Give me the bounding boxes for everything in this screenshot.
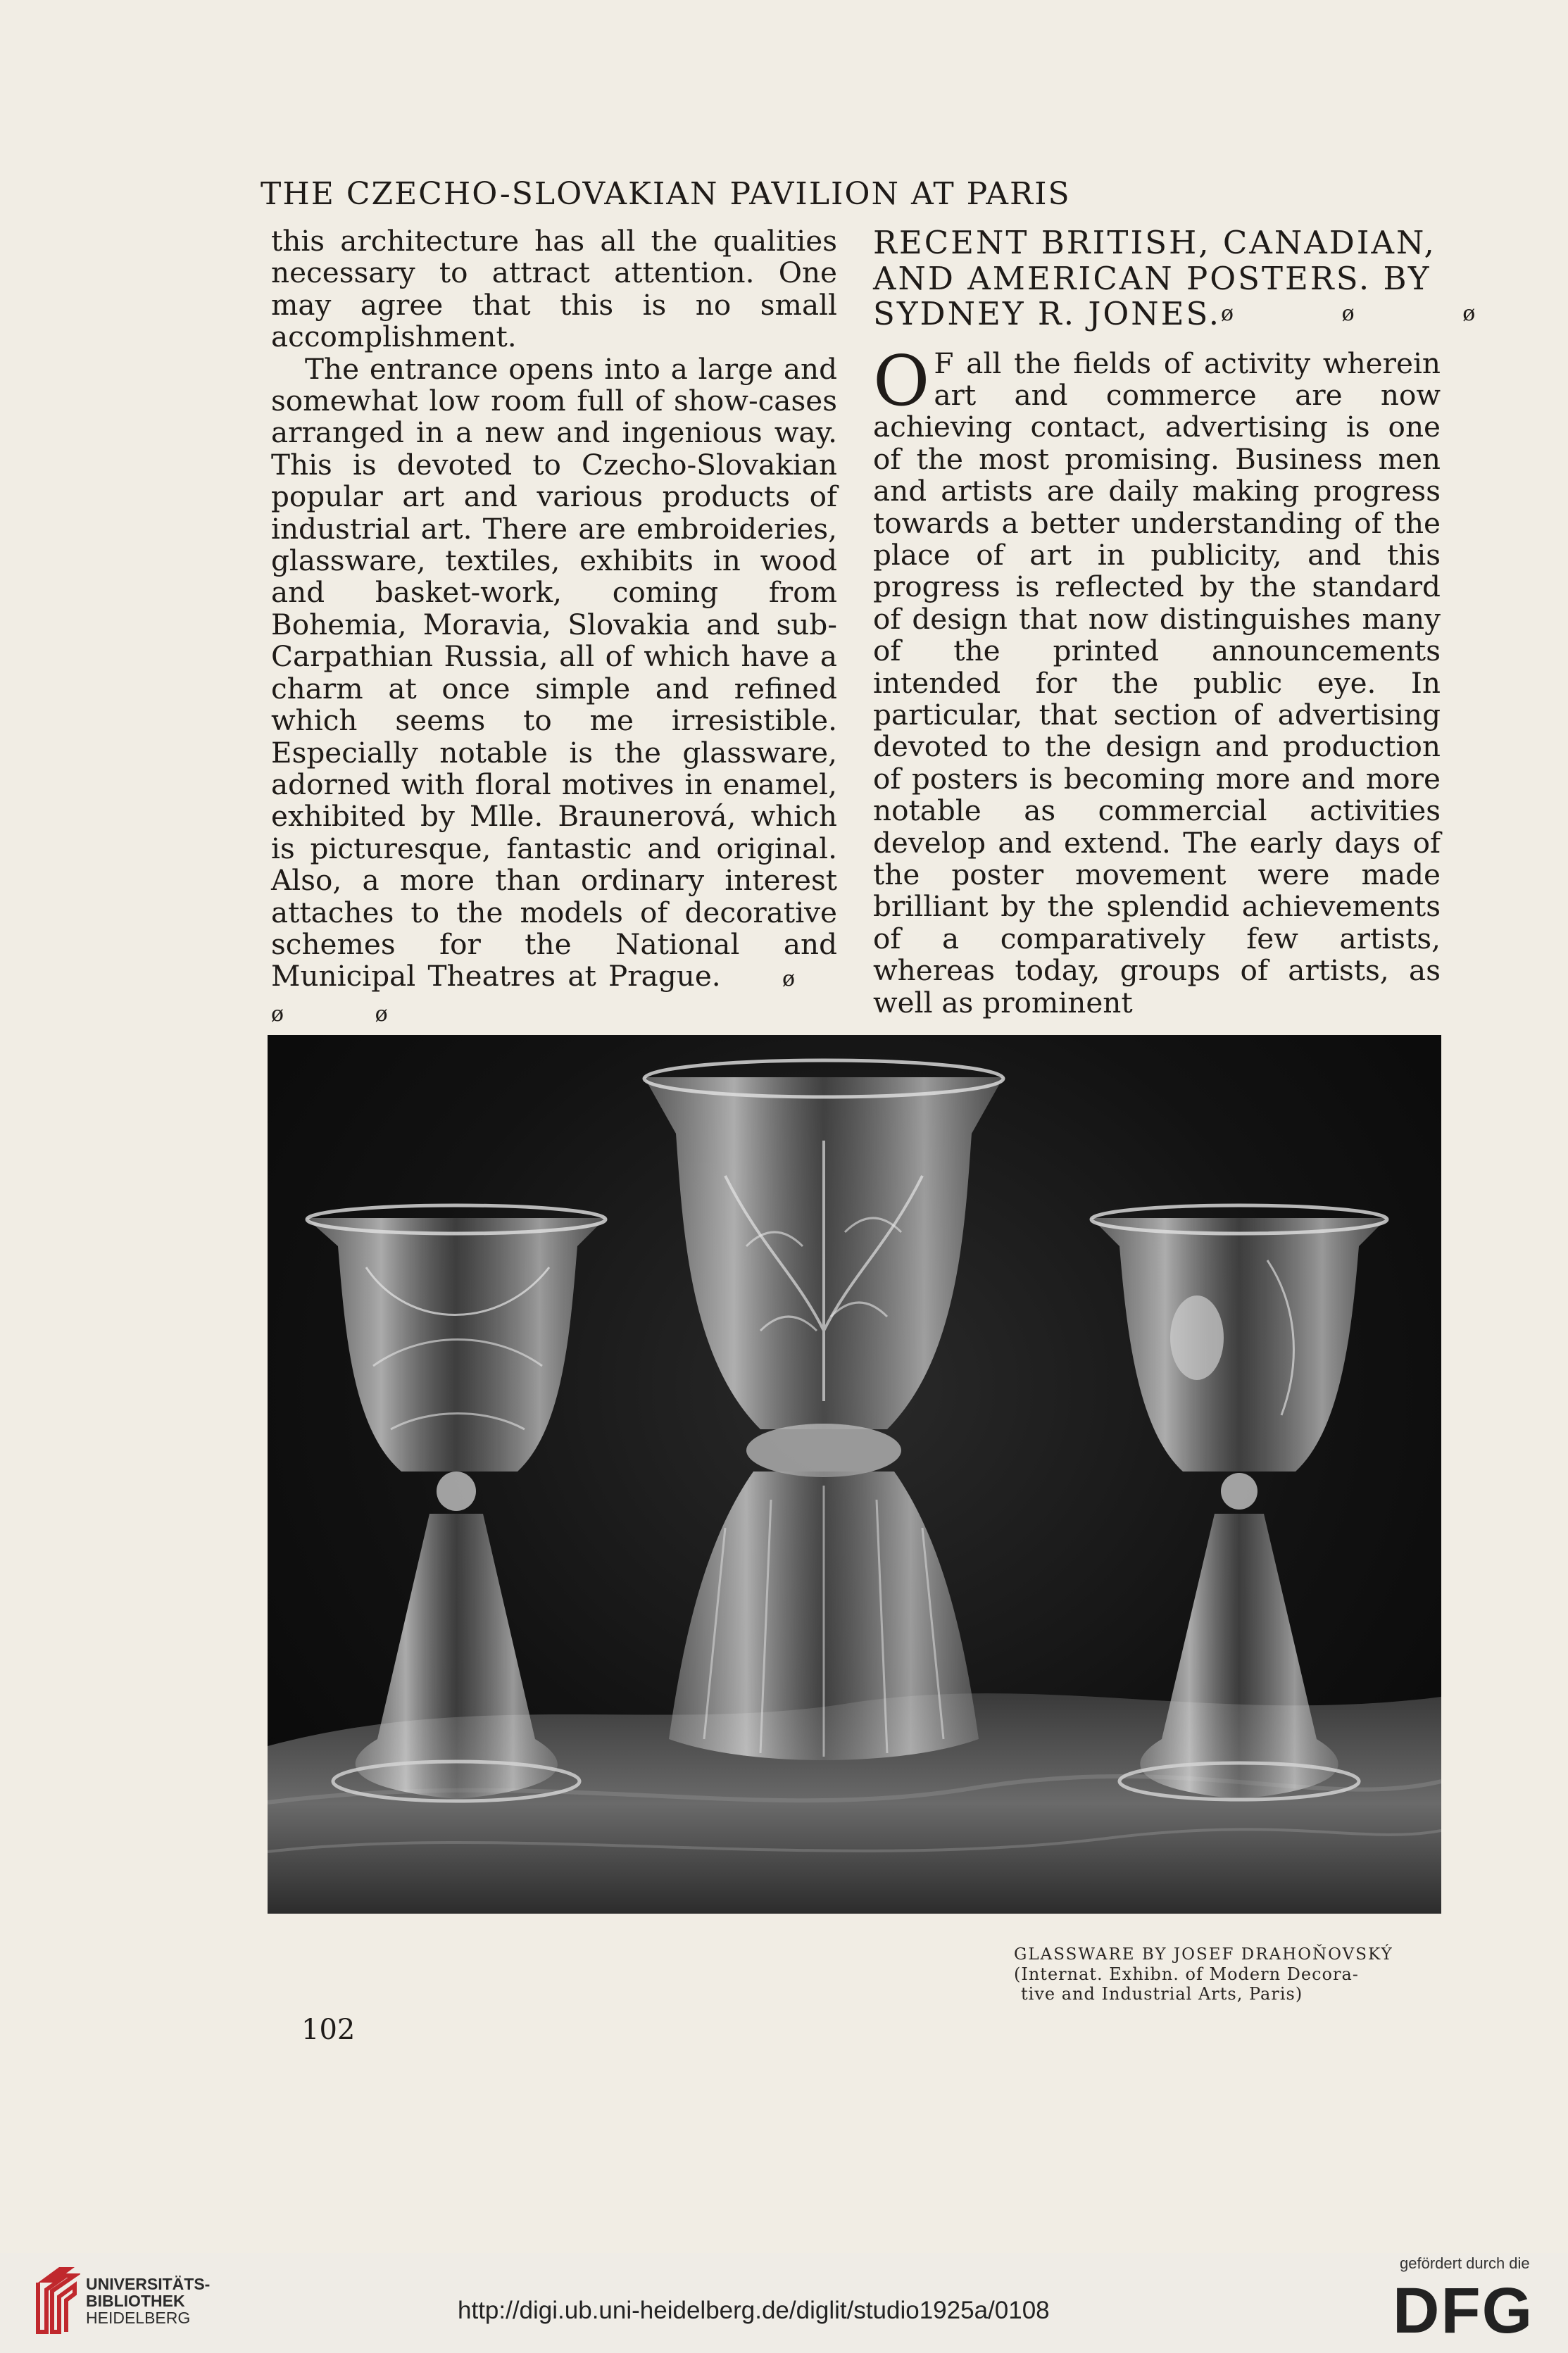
- library-line-1: UNIVERSITÄTS-: [86, 2275, 211, 2293]
- centre-vase: [644, 1060, 1003, 1760]
- university-library-name: [86, 2276, 210, 2326]
- article-author: SYDNEY R. JONES.: [873, 295, 1222, 332]
- article-title: [873, 224, 1526, 332]
- library-line-3: HEIDELBERG: [86, 2309, 191, 2327]
- article-title-line-1: RECENT BRITISH, CANADIAN,: [873, 224, 1436, 261]
- left-paragraph-2-text: The entrance opens into a large and somewhat low room full of show-cases arranged in a new and ingenious way. This is devoted to Czecho-Slovakian popular art and various products of industrial art. There are embroideries, glassware, textiles, exhibits in wood and basket-work, coming from Bohemia, Moravia, Slovakia and sub-Carpathian Russia, all of which have a charm at once simple and refined which seems to me irresistible. Especially notable is the glassware, adorned with floral motives in enamel, exhibited by Mlle. Braunerová, which is picturesque, fantastic and original. Also, a more than ordinary interest attaches to the models of decorative schemes for the National and Municipal Theatres at Prague.: [271, 351, 837, 993]
- ornament-title: ø ø ø: [1221, 301, 1526, 326]
- right-paragraph-text: F all the fields of activity wherein art and commerce are now achieving contact, advertising is one of the most promising. Business men and artists are daily making progress towards a better understanding of the place of art in publicity, and this progress is reflected by the standard of design that now distinguishes many of the printed announcements intended for the public eye. In particular, that section of advertising devoted to the design and production of posters is becoming more and more notable as commercial activities develop and extend. The early days of the poster movement were made brilliant by the splendid achievements of a comparatively few artists, whereas today, groups of artists, as well as prominent: [873, 346, 1441, 1019]
- library-line-2: BIBLIOTHEK: [86, 2292, 185, 2310]
- university-library-logo-icon: [31, 2261, 80, 2339]
- digital-copy-url[interactable]: http://digi.ub.uni-heidelberg.de/diglit/studio1925a/0108: [458, 2297, 1050, 2324]
- article-title-line-2: AND AMERICAN POSTERS. BY: [873, 259, 1431, 297]
- drop-cap: O: [873, 341, 930, 422]
- page-number: 102: [301, 2014, 356, 2046]
- left-column: [271, 225, 837, 1030]
- left-paragraph-2: [271, 353, 837, 1031]
- funded-by-label: gefördert durch die: [1400, 2254, 1530, 2272]
- right-column: [873, 224, 1526, 1019]
- caption-line-3: tive and Industrial Arts, Paris): [1021, 1984, 1303, 2004]
- caption-title: GLASSWARE BY JOSEF DRAHOŇOVSKÝ: [1014, 1945, 1393, 1964]
- caption-line-2: (Internat. Exhibn. of Modern Decora-: [1014, 1964, 1359, 1984]
- left-goblet: [306, 1205, 606, 1801]
- photo-caption: [1014, 1945, 1429, 2004]
- glassware-photograph: [268, 1035, 1441, 1914]
- article-title-line-3: [873, 295, 1526, 332]
- running-head: THE CZECHO-SLOVAKIAN PAVILION AT PARIS: [261, 176, 1071, 212]
- left-paragraph-1: this architecture has all the qualities necessary to attract attention. One may agree that this is no small accomplishment.: [271, 224, 837, 354]
- right-paragraph-1: [873, 341, 1441, 1019]
- glassware-illustration: [268, 1035, 1441, 1914]
- ornament-left: ø ø ø: [271, 967, 837, 1027]
- dfg-logo: DFG: [1393, 2275, 1534, 2347]
